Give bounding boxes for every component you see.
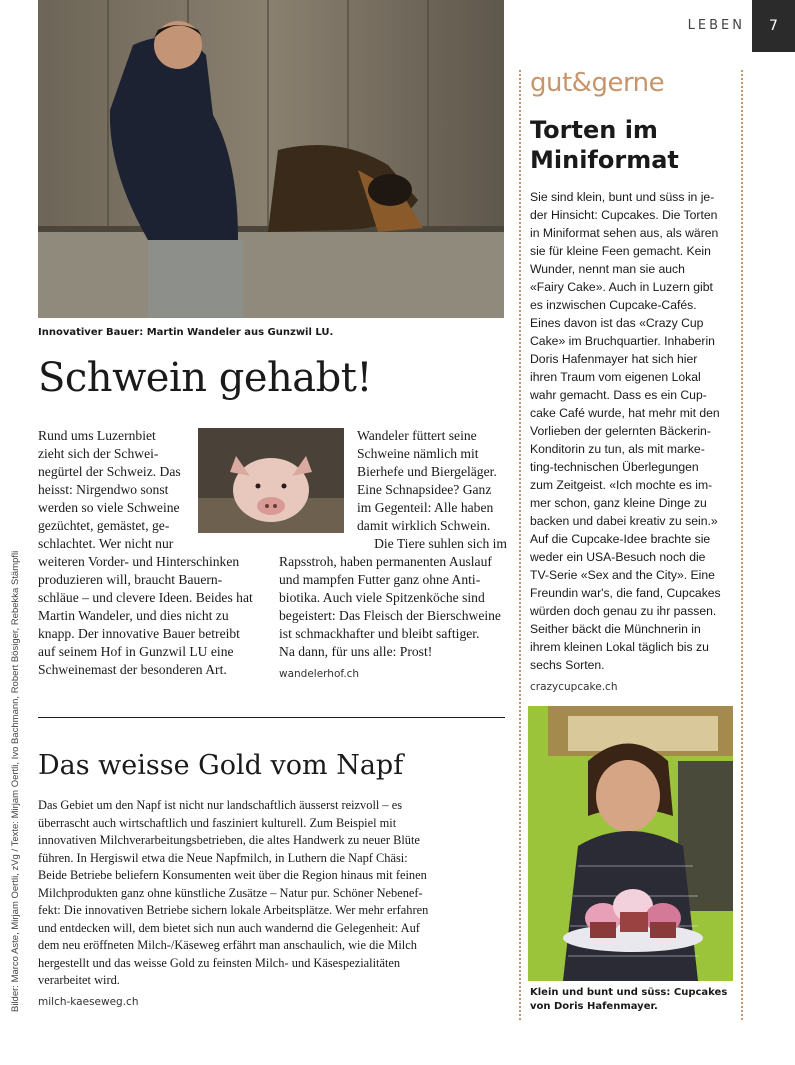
text-line: werden so viele Schweine [38, 500, 180, 515]
article1-column2-bottom [279, 553, 507, 683]
text-line: Seither bäckt die Münchnerin in [530, 622, 701, 636]
text-line: Eines davon ist das «Crazy Cup [530, 316, 704, 330]
section-label: LEBEN [687, 18, 745, 33]
article1-title: Schwein gehabt! [38, 355, 372, 401]
text-line: Wandeler füttert seine [357, 428, 477, 443]
text-line: gezüchtet, gemästet, ge- [38, 518, 170, 533]
article2-url: milch-kaeseweg.ch [38, 995, 139, 1008]
text-line: biotika. Auch viele Spitzenköche sind [279, 590, 485, 605]
text-line: Wunder, nennt man sie auch [530, 262, 685, 276]
farmer-photo [38, 0, 504, 318]
text-line: auf seinem Hof in Gunzwil LU eine [38, 644, 234, 659]
text-line: und mampfen Futter ganz ohne Anti- [279, 572, 481, 587]
article2-title: Das weisse Gold vom Napf [38, 750, 404, 781]
text-line: Vorlieben der gelernten Bäckerin- [530, 424, 711, 438]
sidebar-title-line: Miniformat [530, 146, 679, 174]
text-line: führen. In Hergiswil etwa die Neue Napfmilch, in Luthern die Napf Chäsi: [38, 850, 408, 865]
cupcake-photo [528, 706, 733, 981]
text-line: dem neu eröffneten Milch-/Käseweg erfährt man anschaulich, wie die Milch [38, 938, 417, 952]
sidebar-body [530, 188, 738, 696]
text-line: «Fairy Cake». Auch in Luzern gibt [530, 280, 713, 294]
text-line: ihrem kleinen Lokal täglich bis zu [530, 640, 709, 654]
text-line: cake Café wurde, hat mehr mit den [530, 406, 720, 420]
text-line: hergestellt und das weisse Gold zu feinsten Milch- und Käsespezialitäten [38, 955, 401, 970]
text-line: Doris Hafenmayer hat sich hier [530, 352, 698, 366]
page-number: 7 [752, 0, 795, 52]
text-line: Rund ums Luzernbiet [38, 428, 156, 443]
article1-column2-top [357, 427, 507, 553]
text-line: Cake» im Bruchquartier. Inhaberin [530, 334, 715, 348]
text-line: schläue – und clevere Ideen. Beides hat [38, 590, 253, 605]
text-line: produzieren will, braucht Bauern- [38, 572, 223, 587]
cupcake-photo-caption [530, 986, 727, 1013]
text-line: schlachtet. Wer nicht nur [38, 536, 174, 551]
text-line: Auf die Cupcake-Idee brachte sie [530, 532, 711, 546]
text-line: Beide Betriebe beliefern Konsumenten weit über die Region hinaus mit feinen [38, 868, 427, 882]
text-line: Bierhefe und Biergeläger. [357, 464, 497, 479]
text-line: backen und dabei kreativ zu sein.» [530, 514, 718, 528]
text-line: heisst: Nirgendwo sonst [38, 482, 169, 497]
text-line: Milchprodukten ganz ohne künstliche Zusätze – Natur pur. Schöner Nebenef- [38, 885, 423, 900]
text-line: ist schmackhafter und bleibt saftiger. [279, 626, 480, 641]
text-line: Eine Schnapsidee? Ganz [357, 482, 492, 497]
text-line: Die Tiere suhlen sich im [374, 536, 507, 551]
caption-line: Klein und bunt und süss: Cupcakes [530, 987, 728, 998]
text-line: verarbeitet wird. [38, 973, 120, 987]
text-line: TV-Serie «Sex and the City». Eine [530, 568, 715, 582]
text-line: in Miniformat sehen aus, als wären [530, 226, 719, 240]
text-line: wahr gemacht. Dass es ein Cup- [530, 388, 707, 402]
photo-credits: Bilder: Marco Aste, Mirjam Oertli, zVg / Texte: Mirjam Oertli, Ivo Bachmann, Robert Bösiger, Rebekka Stämpfli [10, 550, 21, 1012]
text-line: Konditorin zu tun, als mit marke- [530, 442, 705, 456]
article1-url: wandelerhof.ch [279, 668, 360, 680]
text-line: sie für kleine Feen gemacht. Kein [530, 244, 711, 258]
text-line: weder ein USA-Besuch noch die [530, 550, 706, 564]
text-line: Rapsstroh, haben permanenten Auslauf [279, 554, 492, 569]
text-line: damit wirklich Schwein. [357, 518, 491, 533]
text-line: sechs Sorten. [530, 658, 605, 672]
text-line: der Hinsicht: Cupcakes. Die Torten [530, 208, 718, 222]
text-line: zum Zeitgeist. «Ich mochte es im- [530, 478, 713, 492]
text-line: und entdecken will, dem bietet sich nun auch wandernd die Gelegenheit: Auf [38, 920, 420, 935]
text-line: knapp. Der innovative Bauer betreibt [38, 626, 240, 641]
farmer-photo-caption: Innovativer Bauer: Martin Wandeler aus Gunzwil LU. [38, 327, 334, 338]
text-line: innovativen Milchverarbeitungsbetrieben, die altes Handwerk zu neuer Blüte [38, 833, 420, 847]
text-line: zieht sich der Schwei- [38, 446, 159, 461]
text-line: überrascht auch wirtschaftlich und fasziniert kulturell. Zum Beispiel mit [38, 815, 397, 830]
text-line: Das Gebiet um den Napf ist nicht nur landschaftlich äusserst reizvoll – es [38, 798, 403, 812]
text-line: Schweine nämlich mit [357, 446, 479, 461]
article2-body [38, 797, 478, 1011]
text-line: Sie sind klein, bunt und süss in je- [530, 190, 715, 204]
text-line: würden doch genau zu ihr passen. [530, 604, 717, 618]
sidebar-title [530, 115, 740, 175]
section-divider [38, 717, 505, 718]
text-line: es inzwischen Cupcake-Cafés. [530, 298, 697, 312]
text-line: im Gegenteil: Alle haben [357, 500, 494, 515]
text-line: fekt: Die innovativen Betriebe sichern lokale Arbeitsplätze. Wer mehr erfahren [38, 903, 429, 917]
text-line: Na dann, für uns alle: Prost! [279, 644, 433, 659]
text-line: weiteren Vorder- und Hinterschinken [38, 554, 240, 569]
text-line: Martin Wandeler, und dies nicht zu [38, 608, 229, 623]
caption-line: von Doris Hafenmayer. [530, 1000, 658, 1012]
text-line: begeistert: Das Fleisch der Bierschweine [279, 608, 501, 623]
text-line: Freundin war's, die fand, Cupcakes [530, 586, 721, 600]
text-line: Schweinemast der besonderen Art. [38, 662, 227, 677]
text-line: ihren Traum vom eigenen Lokal [530, 370, 701, 384]
text-line: ting-technischen Überlegungen [530, 460, 699, 474]
sidebar-title-line: Torten im [530, 116, 658, 144]
sidebar-url: crazycupcake.ch [530, 681, 618, 693]
sidebar-kicker: gut&gerne [530, 68, 665, 98]
text-line: negürtel der Schweiz. Das [38, 464, 181, 479]
article1-column1 [38, 427, 263, 679]
text-line: mer schon, ganz kleine Dinge zu [530, 496, 707, 510]
